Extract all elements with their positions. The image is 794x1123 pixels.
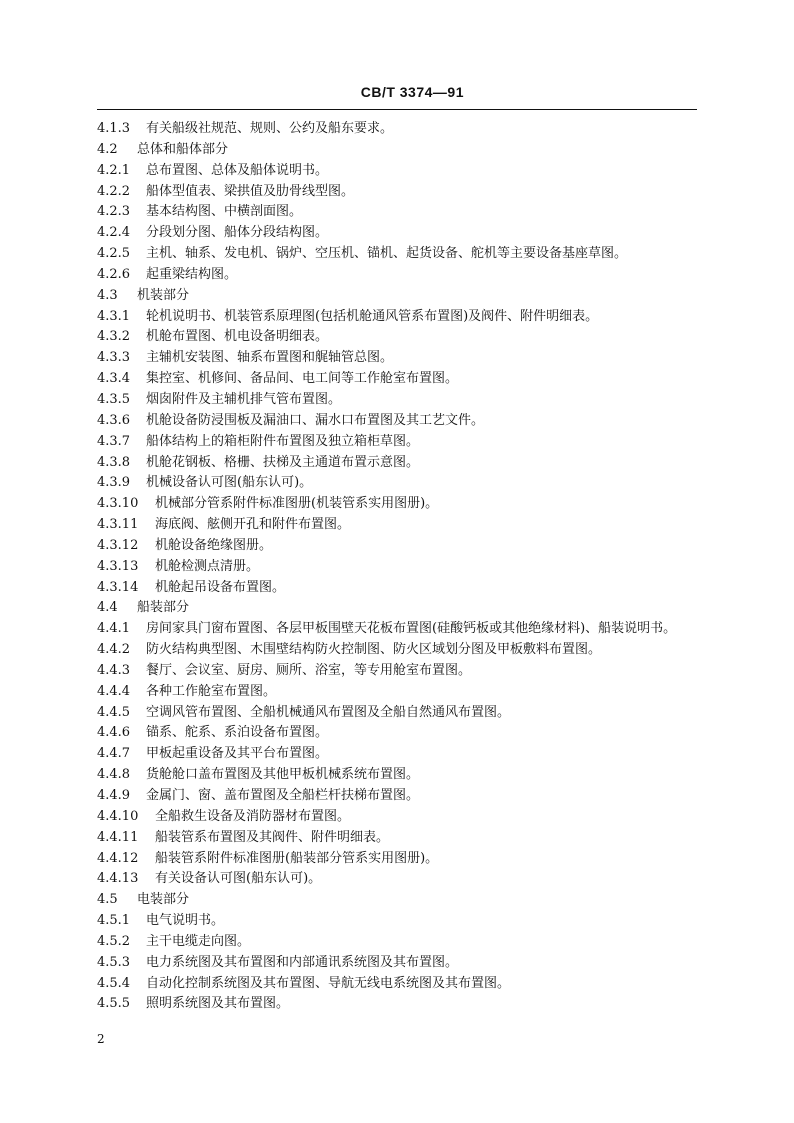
clause-text: 机械设备认可图(船东认可)。 — [146, 475, 313, 491]
clause-item — [97, 807, 717, 828]
clause-item — [97, 119, 717, 140]
clause-text: 电力系统图及其布置图和内部通讯系统图及其布置图。 — [146, 954, 459, 970]
clause-text: 机械部分管系附件标准图册(机装管系实用图册)。 — [155, 496, 439, 512]
clause-item — [97, 182, 717, 203]
clause-text: 船体结构上的箱柜附件布置图及独立箱柜草图。 — [146, 433, 420, 449]
clause-text: 集控室、机修间、备品间、电工间等工作舱室布置图。 — [146, 371, 459, 387]
clause-item — [97, 786, 717, 807]
clause-number: 4.5.5 — [97, 996, 131, 1012]
clause-text: 金属门、窗、盖布置图及全船栏杆扶梯布置图。 — [146, 788, 420, 803]
clause-number: 4.4.11 — [97, 829, 139, 845]
clause-number: 4.4.5 — [97, 704, 131, 720]
clause-number: 4.4.9 — [97, 788, 131, 803]
clause-number: 4.3.10 — [97, 496, 139, 512]
clause-item — [97, 994, 717, 1015]
clause-number: 4.3.2 — [97, 329, 131, 345]
clause-number: 4.5 — [97, 892, 118, 908]
clause-item — [97, 536, 717, 557]
clause-item — [97, 202, 717, 223]
section-heading — [97, 286, 717, 307]
clause-text: 有关船级社规范、规则、公约及船东要求。 — [146, 121, 394, 136]
page-header — [0, 84, 794, 106]
clause-number: 4.2.3 — [97, 204, 131, 220]
clause-text: 总体和船体部分 — [137, 141, 229, 157]
clause-item — [97, 974, 717, 995]
clause-number: 4.2.4 — [97, 225, 131, 241]
clause-number: 4.4.2 — [97, 642, 131, 658]
clause-number: 4.4.13 — [97, 871, 139, 887]
clause-number: 4.3.13 — [97, 558, 139, 574]
clause-item — [97, 765, 717, 786]
clause-number: 4.3.6 — [97, 412, 131, 428]
clause-item — [97, 515, 717, 536]
clause-text: 机装部分 — [137, 287, 190, 303]
clause-item — [97, 223, 717, 244]
clause-number: 4.4.7 — [97, 746, 131, 762]
clause-text: 主干电缆走向图。 — [146, 933, 251, 949]
clause-number: 4.1.3 — [97, 121, 131, 136]
clause-text: 各种工作舱室布置图。 — [146, 683, 277, 699]
clause-item — [97, 494, 717, 515]
clause-text: 船体型值表、梁拱值及肋骨线型图。 — [146, 183, 355, 199]
clause-item — [97, 911, 717, 932]
clause-number: 4.3 — [97, 287, 118, 303]
clause-number: 4.3.7 — [97, 433, 131, 449]
clause-item — [97, 932, 717, 953]
clause-text: 甲板起重设备及其平台布置图。 — [146, 746, 329, 762]
clause-number: 4.4.6 — [97, 725, 131, 741]
header-rule — [97, 109, 697, 110]
clause-text: 空调风管布置图、全船机械通风布置图及全船自然通风布置图。 — [146, 704, 511, 720]
clause-number: 4.3.3 — [97, 350, 131, 366]
clause-text: 电气说明书。 — [146, 913, 225, 929]
clause-text: 烟囱附件及主辅机排气管布置图。 — [146, 391, 342, 407]
clause-number: 4.4.4 — [97, 683, 131, 699]
clause-number: 4.3.12 — [97, 537, 139, 553]
clause-text: 锚系、舵系、系泊设备布置图。 — [146, 725, 329, 741]
clause-number: 4.3.1 — [97, 308, 131, 324]
clause-item — [97, 161, 717, 182]
clause-number: 4.5.2 — [97, 933, 131, 949]
clause-text: 餐厅、会议室、厨房、厕所、浴室，等专用舱室布置图。 — [146, 662, 472, 678]
clause-item — [97, 348, 717, 369]
clause-number: 4.4.1 — [97, 621, 131, 637]
clause-number: 4.5.4 — [97, 975, 131, 991]
clause-item — [97, 473, 717, 494]
clause-item — [97, 682, 717, 703]
clause-text: 分段划分图、船体分段结构图。 — [146, 225, 329, 241]
clause-text: 机舱布置图、机电设备明细表。 — [146, 329, 329, 345]
clause-text: 电装部分 — [137, 892, 190, 908]
clause-number: 4.3.8 — [97, 454, 131, 470]
clause-text: 船装管系布置图及其阀件、附件明细表。 — [155, 829, 390, 845]
clause-text: 自动化控制系统图及其布置图、导航无线电系统图及其布置图。 — [146, 975, 511, 991]
clause-text: 主辅机安装图、轴系布置图和艉轴管总图。 — [146, 350, 394, 366]
document-code: CB/T 3374—91 — [360, 84, 464, 100]
clause-text: 海底阀、舷侧开孔和附件布置图。 — [155, 517, 351, 533]
clause-text: 机舱检测点清册。 — [155, 558, 260, 574]
clause-item — [97, 828, 717, 849]
clause-text: 基本结构图、中横剖面图。 — [146, 204, 303, 220]
clause-item — [97, 432, 717, 453]
clause-item — [97, 661, 717, 682]
clause-number: 4.3.4 — [97, 371, 131, 387]
clause-text: 轮机说明书、机装管系原理图(包括机舱通风管系布置图)及阀件、附件明细表。 — [146, 308, 599, 324]
page-number: 2 — [97, 1032, 105, 1046]
clause-item — [97, 619, 717, 640]
clause-number: 4.4 — [97, 600, 118, 616]
clause-item — [97, 244, 717, 265]
clause-item — [97, 411, 717, 432]
clause-number: 4.2 — [97, 141, 118, 157]
clause-text: 主机、轴系、发电机、锅炉、空压机、锚机、起货设备、舵机等主要设备基座草图。 — [146, 246, 628, 262]
clause-text: 机舱起吊设备布置图。 — [155, 579, 286, 595]
clause-text: 防火结构典型图、木围壁结构防火控制图、防火区域划分图及甲板敷料布置图。 — [146, 642, 602, 658]
clause-number: 4.4.3 — [97, 662, 131, 678]
clause-number: 4.3.9 — [97, 475, 131, 491]
clause-item — [97, 640, 717, 661]
clause-item — [97, 578, 717, 599]
clause-number: 4.3.11 — [97, 517, 139, 533]
clause-item — [97, 327, 717, 348]
clause-number: 4.5.1 — [97, 913, 131, 929]
section-heading — [97, 598, 717, 619]
document-body — [97, 119, 717, 1015]
clause-number: 4.2.2 — [97, 183, 131, 199]
clause-number: 4.3.14 — [97, 579, 139, 595]
clause-text: 起重梁结构图。 — [146, 266, 238, 282]
clause-item — [97, 723, 717, 744]
clause-number: 4.2.6 — [97, 266, 131, 282]
clause-item — [97, 869, 717, 890]
clause-text: 房间家具门窗布置图、各层甲板围壁天花板布置图(硅酸钙板或其他绝缘材料)、船装说明书。 — [146, 621, 677, 637]
clause-text: 船装部分 — [137, 600, 190, 616]
clause-number: 4.4.8 — [97, 767, 131, 783]
clause-text: 机舱花钢板、格栅、扶梯及主通道布置示意图。 — [146, 454, 420, 470]
clause-text: 机舱设备防浸围板及漏油口、漏水口布置图及其工艺文件。 — [146, 412, 485, 428]
clause-item — [97, 307, 717, 328]
clause-item — [97, 953, 717, 974]
clause-item — [97, 453, 717, 474]
clause-number: 4.4.10 — [97, 808, 139, 824]
clause-item — [97, 390, 717, 411]
clause-item — [97, 265, 717, 286]
clause-text: 有关设备认可图(船东认可)。 — [155, 871, 322, 887]
clause-number: 4.4.12 — [97, 850, 139, 866]
clause-number: 4.5.3 — [97, 954, 131, 970]
clause-number: 4.3.5 — [97, 391, 131, 407]
clause-item — [97, 369, 717, 390]
clause-item — [97, 703, 717, 724]
section-heading — [97, 890, 717, 911]
clause-text: 照明系统图及其布置图。 — [146, 996, 290, 1012]
clause-text: 全船救生设备及消防器材布置图。 — [155, 808, 351, 824]
clause-item — [97, 849, 717, 870]
clause-text: 货舱舱口盖布置图及其他甲板机械系统布置图。 — [146, 767, 420, 783]
clause-text: 总布置图、总体及船体说明书。 — [146, 162, 329, 178]
clause-number: 4.2.1 — [97, 162, 131, 178]
section-heading — [97, 140, 717, 161]
clause-text: 机舱设备绝缘图册。 — [155, 537, 273, 553]
clause-item — [97, 557, 717, 578]
clause-number: 4.2.5 — [97, 246, 131, 262]
clause-item — [97, 744, 717, 765]
clause-text: 船装管系附件标准图册(船装部分管系实用图册)。 — [155, 850, 439, 866]
